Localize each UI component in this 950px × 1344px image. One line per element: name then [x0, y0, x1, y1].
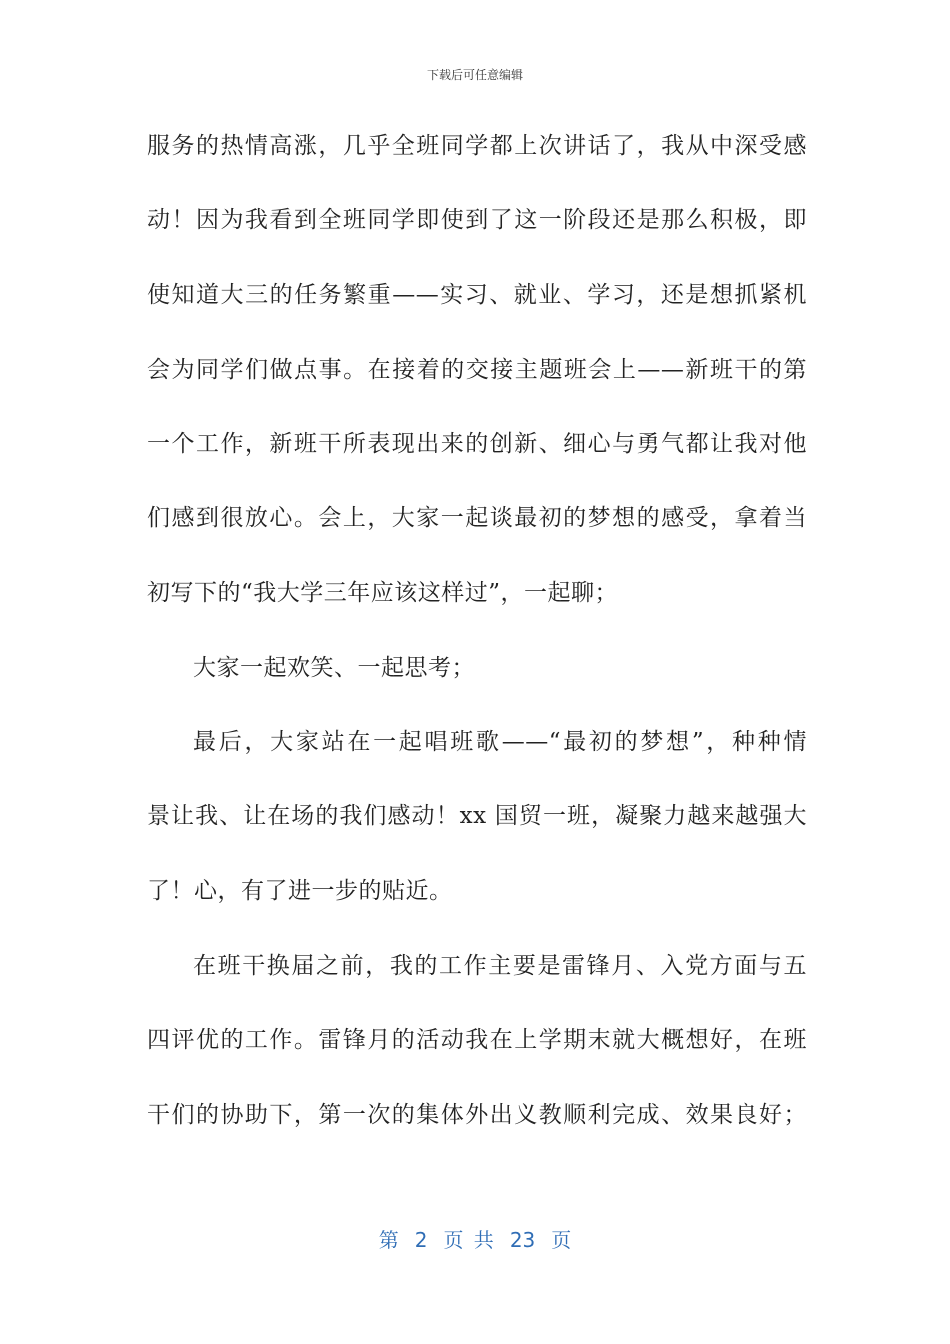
text-line: 了！心，有了进一步的贴近。 — [147, 878, 453, 904]
footer-prefix: 第 — [378, 1228, 399, 1252]
text-line: 一个工作，新班干所表现出来的创新、细心与勇气都让我对他 — [147, 431, 807, 457]
page-footer — [0, 1224, 950, 1253]
text-line: 初写下的“我大学三年应该这样过”，一起聊； — [147, 580, 619, 606]
text-line: 景让我、让在场的我们感动！xx 国贸一班，凝聚力越来越强大 — [147, 803, 807, 829]
page-header-note: 下载后可任意编辑 — [426, 68, 523, 82]
text-line: 干们的协助下，第一次的集体外出义教顺利完成、效果良好； — [147, 1102, 807, 1128]
footer-page-number: 2 — [414, 1228, 428, 1252]
text-line: 四评优的工作。雷锋月的活动我在上学期末就大概想好，在班 — [147, 1027, 807, 1053]
footer-total-pages: 23 — [509, 1228, 536, 1252]
text-line: 大家一起欢笑、一起思考； — [193, 655, 475, 681]
text-line: 在班干换届之前，我的工作主要是雷锋月、入党方面与五 — [193, 953, 807, 979]
footer-suffix: 页 — [551, 1228, 572, 1252]
text-line: 会为同学们做点事。在接着的交接主题班会上——新班干的第 — [147, 357, 807, 383]
text-line: 最后，大家站在一起唱班歌——“最初的梦想”，种种情 — [193, 729, 807, 755]
text-line: 们感到很放心。会上，大家一起谈最初的梦想的感受，拿着当 — [147, 505, 807, 531]
text-line: 使知道大三的任务繁重——实习、就业、学习，还是想抓紧机 — [147, 282, 807, 308]
text-line: 服务的热情高涨，几乎全班同学都上次讲话了，我从中深受感 — [147, 133, 807, 159]
footer-middle: 页 共 — [443, 1228, 494, 1252]
text-line: 动！因为我看到全班同学即使到了这一阶段还是那么积极，即 — [147, 207, 807, 233]
